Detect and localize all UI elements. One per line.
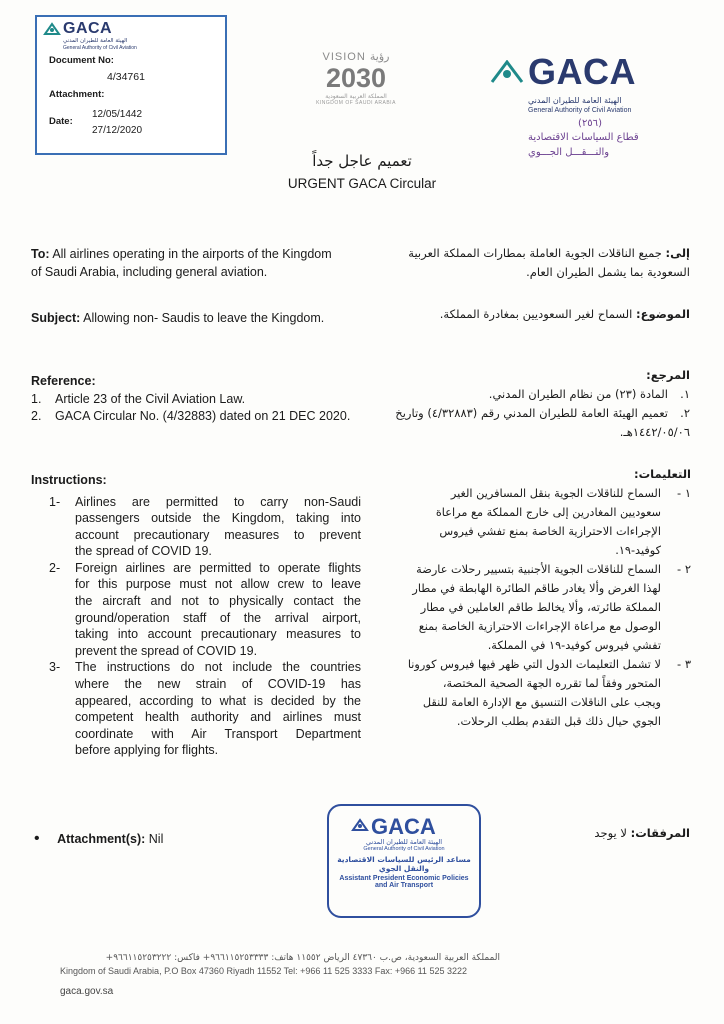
vision-ar-line: المملكة العربية السعودية [325, 93, 387, 100]
stamp-ar-title-1: مساعد الرئيس للسياسات الاقتصادية [337, 855, 471, 864]
to-block-en [31, 246, 361, 281]
stamp-en-title-2: and Air Transport [374, 882, 434, 889]
reference-label-ar: المرجع: [646, 368, 690, 382]
docbox-logo-text: GACA [63, 20, 113, 37]
stamp-ar-title-2: والنقل الجوي [378, 864, 430, 873]
reference-block-ar [360, 366, 690, 442]
instruction-line-ar: سعوديين المغادرين إلى خارج المملكة مع مراعاة [435, 506, 661, 519]
instruction-line-ar: تفشي فيروس كوفيد-١٩ في المملكة. [487, 639, 661, 652]
vision-en-line: KINGDOM OF SAUDI ARABIA [316, 100, 396, 106]
title-ar: تعميم عاجل جداً [312, 152, 412, 170]
instruction-line-en: ground/operation staff of the arrival airport, [75, 610, 361, 625]
instructions-block-en [31, 472, 361, 759]
instruction-item-ar [365, 655, 691, 731]
subject-text-ar: السماح لغير السعوديين بمغادرة المملكة. [439, 307, 633, 321]
gaca-header-en: General Authority of Civil Aviation [528, 107, 632, 114]
docbox-logo-en: General Authority of Civil Aviation [63, 45, 137, 51]
document-info-box [35, 15, 227, 155]
instruction-line-en: before applying for flights. [75, 743, 219, 758]
instruction-line-ar: السماح للناقلات الجوية بنقل المسافرين الغير [450, 487, 661, 500]
instruction-line-ar: لهذا الغرض وألا يغادر طاقم الطائرة الهابطة في مطار [412, 582, 661, 595]
instruction-line-en: the spread of COVID 19. [75, 544, 212, 559]
instruction-line-ar: السماح للناقلات الجوية الأجنبية بتسيير رحلات عارضة [416, 563, 661, 576]
gaca-header-code: (٢٥٦) [578, 118, 602, 129]
to-text-en-2: of Saudi Arabia, including general aviation. [31, 264, 268, 279]
attachments-label-en: Attachment(s): [57, 832, 146, 846]
instruction-line-en: taking into account precautionary measures to [75, 627, 361, 642]
stamp-ar-name: الهيئة العامة للطيران المدني [365, 838, 443, 846]
gaca-header-text: GACA [528, 51, 636, 92]
stamp-logo-text: GACA [371, 814, 436, 839]
subject-label-ar: الموضوع: [636, 307, 690, 321]
instruction-line-ar: المملكة طائرته، وألا يخالط طاقم العاملين في مطار [420, 601, 661, 614]
reference-item-en: 2. GACA Circular No. (4/32883) dated on 21 DEC 2020. [31, 409, 351, 423]
instruction-num-en: 1- [49, 494, 61, 509]
footer-en: Kingdom of Saudi Arabia, P.O Box 47360 Riyadh 11552 Tel: +966 11 525 3333 Fax: +966 11 525 3222 [60, 966, 467, 976]
reference-item-ar: ١.المادة (٢٣) من نظام الطيران المدني. [488, 387, 690, 401]
subject-block-ar [360, 305, 690, 324]
official-stamp [327, 804, 481, 918]
to-text-ar-2: السعودية بما يشمل الطيران العام. [526, 265, 690, 279]
instruction-item-en [31, 560, 361, 660]
gaca-header-ar: الهيئة العامة للطيران المدني [528, 96, 622, 105]
vision-word: VISION [322, 51, 366, 63]
to-text-en-1: All airlines operating in the airports of the Kingdom [52, 247, 332, 261]
instruction-line-ar: الإجراءات الاحترازية الخاصة بمنع تفشي فيروس [439, 525, 661, 538]
footer-web: gaca.gov.sa [60, 986, 114, 997]
instruction-item-en [31, 659, 361, 759]
instruction-num-en: 2- [49, 560, 61, 575]
instruction-line-en: competent health authority and airlines must [75, 710, 361, 725]
instruction-line-en: Foreign airlines are permitted to operate flights [75, 560, 361, 575]
date-gregorian: 27/12/2020 [92, 125, 143, 136]
vision-2030-logo [300, 50, 412, 122]
instructions-list-en [31, 494, 361, 760]
instructions-label-ar: التعليمات: [633, 467, 691, 481]
instructions-list-ar [365, 484, 691, 731]
instruction-line-en: for this purpose must not allow crew to leave [75, 577, 361, 592]
instruction-line-en: The instructions do not include the countries [75, 660, 361, 675]
stamp-emblem-icon [351, 818, 369, 837]
instruction-num-ar: ١ - [677, 486, 691, 500]
attachment-bullet: • [34, 830, 40, 847]
reference-label-en: Reference: [31, 374, 96, 388]
to-label-en: To: [31, 247, 50, 261]
instruction-num-ar: ٣ - [677, 657, 691, 671]
instruction-line-ar: لا تشمل التعليمات الدول التي ظهر فيها فيروس كورونا [407, 658, 661, 671]
instructions-block-ar [365, 465, 691, 731]
instruction-item-ar [365, 484, 691, 560]
stamp-logo [329, 814, 479, 838]
subject-label-en: Subject: [31, 311, 81, 325]
instruction-item-ar [365, 560, 691, 655]
instruction-line-en: Airlines are permitted to carry non-Saudi [75, 494, 361, 509]
subject-text-en: Allowing non- Saudis to leave the Kingdom. [83, 311, 325, 325]
instruction-line-ar: المتحور وفقاً لما تقرره الجهة الصحية المختصة، [442, 677, 661, 690]
instruction-line-ar: ويجب على الناقلات التنسيق مع الإدارة العامة للنقل [422, 696, 661, 709]
attachments-en [34, 830, 163, 849]
to-text-ar-1: جميع الناقلات الجوية العاملة بمطارات المملكة العربية [408, 246, 662, 260]
date-label: Date: [49, 116, 73, 127]
reference-item-ar-cont: ١٤٤٢/٠٥/٠٦هـ. [619, 425, 690, 439]
gaca-emblem-icon [43, 22, 61, 41]
instructions-label-en: Instructions: [31, 473, 107, 487]
gaca-sector-line1: قطاع السياسات الاقتصادية [528, 132, 639, 143]
instruction-line-ar: الوصول مع مراعاة الإجراءات الاحترازية الخاصة بمنع [418, 620, 661, 633]
instruction-line-en: where the new strain of COVID-19 has [75, 677, 361, 692]
attachments-label-ar: المرفقات: [630, 826, 690, 840]
document-no-label: Document No: [49, 55, 114, 66]
instruction-line-en: coordinate with Air Transport Department [75, 726, 361, 741]
date-hijri: 12/05/1442 [92, 109, 143, 120]
title-en: URGENT GACA Circular [287, 176, 437, 191]
reference-item-en: 1. Article 23 of the Civil Aviation Law. [31, 391, 246, 406]
vision-ar-word: رؤية [369, 50, 390, 63]
instruction-line-ar: كوفيد-١٩. [615, 544, 661, 557]
instruction-line-en: account precautionary measures to prevent [75, 527, 361, 542]
instruction-line-en: passengers outside the Kingdom, taking into [75, 511, 361, 526]
instruction-line-en: appeared, according to what is decided by the [75, 693, 361, 708]
instruction-line-en: prevent the spread of COVID 19. [75, 643, 258, 658]
to-label-ar: إلى: [665, 246, 690, 260]
instruction-num-en: 3- [49, 660, 61, 675]
stamp-en-title-1: Assistant President Economic Policies [339, 875, 469, 882]
docbox-logo-ar: الهيئة العامة للطيران المدني [63, 38, 128, 44]
reference-block-en [31, 373, 361, 426]
attachments-ar [520, 824, 690, 843]
instruction-item-en [31, 494, 361, 560]
gaca-header-logo [488, 52, 688, 172]
subject-block-en [31, 310, 361, 328]
instruction-num-ar: ٢ - [677, 562, 691, 576]
instruction-line-en: the aircraft and not to physically contact the [75, 594, 361, 609]
stamp-en-name: General Authority of Civil Aviation [363, 846, 445, 852]
reference-item-ar: ٢.تعميم الهيئة العامة للطيران المدني رقم (٤/٣٢٨٨٣) وتاريخ [395, 406, 690, 420]
footer-ar: المملكة العربية السعودية، ص.ب ٤٧٣٦٠ الرياض ١١٥٥٢ هاتف: ٩٦٦١١٥٢٥٣٣٣٣+ فاكس: ٩٦٦١١٥٢٥٣٢٢٢+ [105, 953, 500, 963]
instruction-line-ar: الجوي حيال ذلك قبل التقدم بطلب الرحلات. [456, 715, 661, 728]
gaca-header-emblem-icon [490, 60, 524, 89]
attachment-label: Attachment: [49, 89, 105, 100]
document-no-value: 4/34761 [107, 71, 145, 83]
vision-year: 2030 [325, 63, 387, 93]
attachments-value-ar: لا يوجد [594, 826, 627, 840]
gaca-sector-line2: والنـــقـــل الجـــوي [528, 147, 610, 158]
attachments-value-en: Nil [148, 832, 164, 846]
to-block-ar [360, 244, 690, 282]
